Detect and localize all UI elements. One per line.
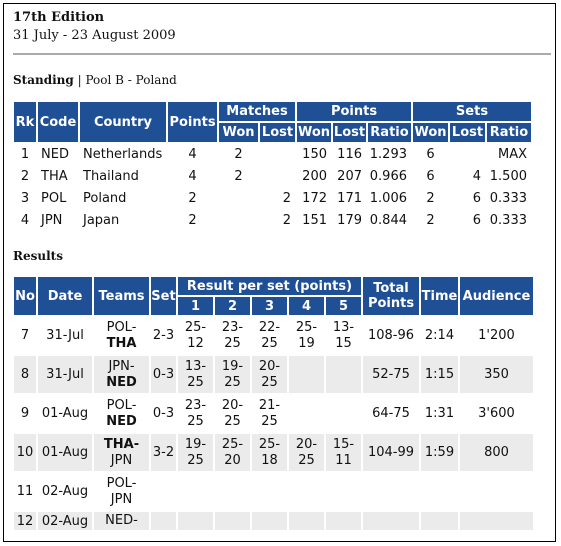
points: 2 xyxy=(188,190,197,206)
match-time xyxy=(421,473,458,510)
set-score: 2-3 xyxy=(152,328,175,343)
page-frame xyxy=(3,3,556,542)
points-won: 172 xyxy=(302,190,327,206)
standing-row xyxy=(14,144,531,164)
match-time: 1:15 xyxy=(421,356,458,393)
match-row xyxy=(14,356,533,393)
match-teams xyxy=(94,395,149,432)
total-points xyxy=(363,512,419,530)
match-no: 9 xyxy=(20,406,30,421)
points: 4 xyxy=(188,146,197,162)
edition-dates: 31 July - 23 August 2009 xyxy=(13,28,176,43)
team-home: POL- xyxy=(106,319,137,335)
points: 4 xyxy=(188,168,197,184)
total-points xyxy=(363,473,419,510)
col-header-points-ratio: Ratio xyxy=(368,123,411,142)
points-ratio: 1.006 xyxy=(369,190,407,206)
col-header-matches: Matches xyxy=(219,102,295,121)
set4-score: 20-25 xyxy=(289,434,324,471)
match-teams xyxy=(94,317,149,354)
points-ratio: 0.844 xyxy=(369,212,407,228)
team-home: JPN- xyxy=(108,358,135,374)
match-no: 10 xyxy=(14,434,36,471)
set5-score: 15-11 xyxy=(326,434,361,471)
match-no: 11 xyxy=(16,484,34,499)
matches-lost xyxy=(260,166,295,186)
matches-won: 2 xyxy=(234,168,243,184)
match-no: 7 xyxy=(20,328,30,343)
total-points: 108-96 xyxy=(367,328,415,343)
sets-lost: 4 xyxy=(472,168,481,184)
sets-ratio: 1.500 xyxy=(489,168,527,184)
set1-score: 13-25 xyxy=(178,356,213,393)
match-row xyxy=(14,317,533,354)
match-date: 31-Jul xyxy=(46,328,84,343)
team-code: NED xyxy=(41,146,69,162)
points-won: 200 xyxy=(302,168,327,184)
set1-score xyxy=(178,512,213,530)
team-code: POL xyxy=(41,190,67,206)
match-teams xyxy=(94,512,149,530)
col-header-set-4: 4 xyxy=(289,297,324,315)
set2-score: 19-25 xyxy=(215,356,250,393)
set4-score xyxy=(289,512,324,530)
team-home: THA- xyxy=(103,436,140,452)
matches-won xyxy=(219,210,258,230)
set3-score: 22-25 xyxy=(258,319,281,351)
match-teams xyxy=(94,356,149,393)
col-header-result-per-set: Result per set (points) xyxy=(178,277,361,295)
set5-score: 13-15 xyxy=(332,319,355,351)
col-header-code: Code xyxy=(38,102,78,142)
standing-row xyxy=(14,188,531,208)
standing-title-pool: | Pool B - Poland xyxy=(73,73,177,87)
audience: 3'600 xyxy=(478,406,515,421)
standing-title xyxy=(13,73,177,87)
match-teams xyxy=(94,473,149,510)
set2-score xyxy=(215,473,250,510)
audience xyxy=(460,512,533,530)
points-lost: 171 xyxy=(337,190,362,206)
audience: 800 xyxy=(460,434,533,471)
set4-score xyxy=(289,473,324,510)
team-home: POL- xyxy=(106,475,137,491)
sets-won: 2 xyxy=(426,212,435,228)
match-date: 01-Aug xyxy=(41,406,89,421)
col-header-points-won: Won xyxy=(297,125,331,140)
set5-score xyxy=(326,473,361,510)
col-header-rk: Rk xyxy=(14,102,36,142)
match-teams xyxy=(94,434,149,471)
country-name: Netherlands xyxy=(83,146,163,162)
col-header-date: Date xyxy=(38,277,92,315)
points-ratio: 0.966 xyxy=(369,168,407,184)
match-time: 2:14 xyxy=(424,328,455,343)
match-row xyxy=(14,434,533,471)
set2-score: 25-20 xyxy=(215,434,250,471)
match-row xyxy=(14,395,533,432)
sets-ratio: 0.333 xyxy=(489,212,527,228)
col-header-sets: Sets xyxy=(413,102,531,121)
match-time: 1:59 xyxy=(421,434,458,471)
points-won: 151 xyxy=(302,212,327,228)
col-header-no: No xyxy=(14,277,36,315)
set-score: 0-3 xyxy=(152,406,175,421)
rank: 3 xyxy=(20,190,30,206)
edition-title: 17th Edition xyxy=(13,10,105,25)
col-header-country: Country xyxy=(80,102,166,142)
col-header-points: Points xyxy=(168,102,217,142)
matches-lost: 2 xyxy=(282,212,291,228)
col-header-matches-lost: Lost xyxy=(261,125,294,140)
sets-lost xyxy=(450,144,485,164)
points: 2 xyxy=(188,212,197,228)
sets-won: 6 xyxy=(426,146,435,162)
set4-score: 25-19 xyxy=(295,319,318,351)
match-date: 02-Aug xyxy=(38,512,92,530)
set1-score xyxy=(178,473,213,510)
match-date: 31-Jul xyxy=(38,356,92,393)
standing-table xyxy=(12,100,533,232)
sets-ratio: 0.333 xyxy=(489,190,527,206)
set4-score xyxy=(289,395,324,432)
set1-score: 25-12 xyxy=(184,319,207,351)
set5-score xyxy=(326,356,361,393)
set5-score xyxy=(326,512,361,530)
audience: 1'200 xyxy=(478,328,515,343)
col-header-audience: Audience xyxy=(460,277,533,315)
rank: 1 xyxy=(20,146,30,162)
sets-lost: 6 xyxy=(472,212,481,228)
results-title: Results xyxy=(13,249,63,263)
col-header-sets-ratio: Ratio xyxy=(487,123,531,142)
team-home: POL- xyxy=(106,397,137,413)
team-code: THA xyxy=(41,168,68,184)
divider xyxy=(13,53,551,55)
audience: 350 xyxy=(460,356,533,393)
col-header-teams: Teams xyxy=(94,277,149,315)
audience xyxy=(460,473,533,510)
set2-score: 20-25 xyxy=(221,397,244,429)
col-header-set-1: 1 xyxy=(178,297,213,315)
col-header-set-3: 3 xyxy=(252,297,287,315)
set5-score xyxy=(326,395,361,432)
set3-score: 20-25 xyxy=(252,356,287,393)
team-away: NED xyxy=(106,374,137,390)
set2-score xyxy=(215,512,250,530)
set3-score xyxy=(252,473,287,510)
points-won: 150 xyxy=(302,146,327,162)
team-code: JPN xyxy=(41,212,63,228)
points-lost: 179 xyxy=(337,212,362,228)
set3-score: 25-18 xyxy=(252,434,287,471)
match-time: 1:31 xyxy=(424,406,455,421)
sets-won: 6 xyxy=(426,168,435,184)
rank: 4 xyxy=(20,212,30,228)
matches-won xyxy=(219,188,258,208)
country-name: Poland xyxy=(83,190,127,206)
matches-won: 2 xyxy=(234,146,243,162)
match-no: 8 xyxy=(14,356,36,393)
standing-row xyxy=(14,166,531,186)
sets-ratio: MAX xyxy=(497,146,527,162)
team-home: NED- xyxy=(105,513,138,528)
sets-lost: 6 xyxy=(472,190,481,206)
match-time xyxy=(421,512,458,530)
country-name: Japan xyxy=(83,212,120,228)
col-header-sets-won: Won xyxy=(414,125,447,140)
set1-score: 23-25 xyxy=(184,397,207,429)
team-away: THA xyxy=(106,335,137,351)
set3-score xyxy=(252,512,287,530)
total-points: 104-99 xyxy=(363,434,419,471)
rank: 2 xyxy=(20,168,30,184)
col-header-set-5: 5 xyxy=(326,297,361,315)
matches-lost: 2 xyxy=(282,190,291,206)
results-table xyxy=(12,275,535,532)
points-ratio: 1.293 xyxy=(369,146,407,162)
col-header-matches-won: Won xyxy=(219,123,258,142)
set3-score: 21-25 xyxy=(258,397,281,429)
set2-score: 23-25 xyxy=(221,319,244,351)
match-row xyxy=(14,512,533,530)
col-header-points-group: Points xyxy=(297,102,411,121)
set1-score: 19-25 xyxy=(178,434,213,471)
col-header-sets-lost: Lost xyxy=(451,125,484,140)
points-lost: 207 xyxy=(337,168,362,184)
col-header-set: Set xyxy=(151,277,176,315)
col-header-points-lost: Lost xyxy=(333,125,366,140)
team-away: NED xyxy=(106,413,137,429)
set-score xyxy=(151,473,176,510)
match-date: 02-Aug xyxy=(41,484,89,499)
matches-lost xyxy=(260,144,295,164)
match-date: 01-Aug xyxy=(38,434,92,471)
total-points: 64-75 xyxy=(372,406,410,421)
standing-row xyxy=(14,210,531,230)
set-score: 0-3 xyxy=(151,356,176,393)
standing-title-bold: Standing xyxy=(13,73,74,87)
set4-score xyxy=(289,356,324,393)
col-header-time: Time xyxy=(421,277,458,315)
set-score: 3-2 xyxy=(151,434,176,471)
col-header-set-2: 2 xyxy=(215,297,250,315)
sets-won: 2 xyxy=(426,190,435,206)
points-lost: 116 xyxy=(337,146,362,162)
country-name: Thailand xyxy=(83,168,139,184)
team-away: JPN xyxy=(110,491,133,507)
col-header-total-points: Total Points xyxy=(363,277,419,315)
team-away: JPN xyxy=(110,452,133,468)
match-no: 12 xyxy=(14,512,36,530)
match-row xyxy=(14,473,533,510)
total-points: 52-75 xyxy=(363,356,419,393)
set-score xyxy=(151,512,176,530)
